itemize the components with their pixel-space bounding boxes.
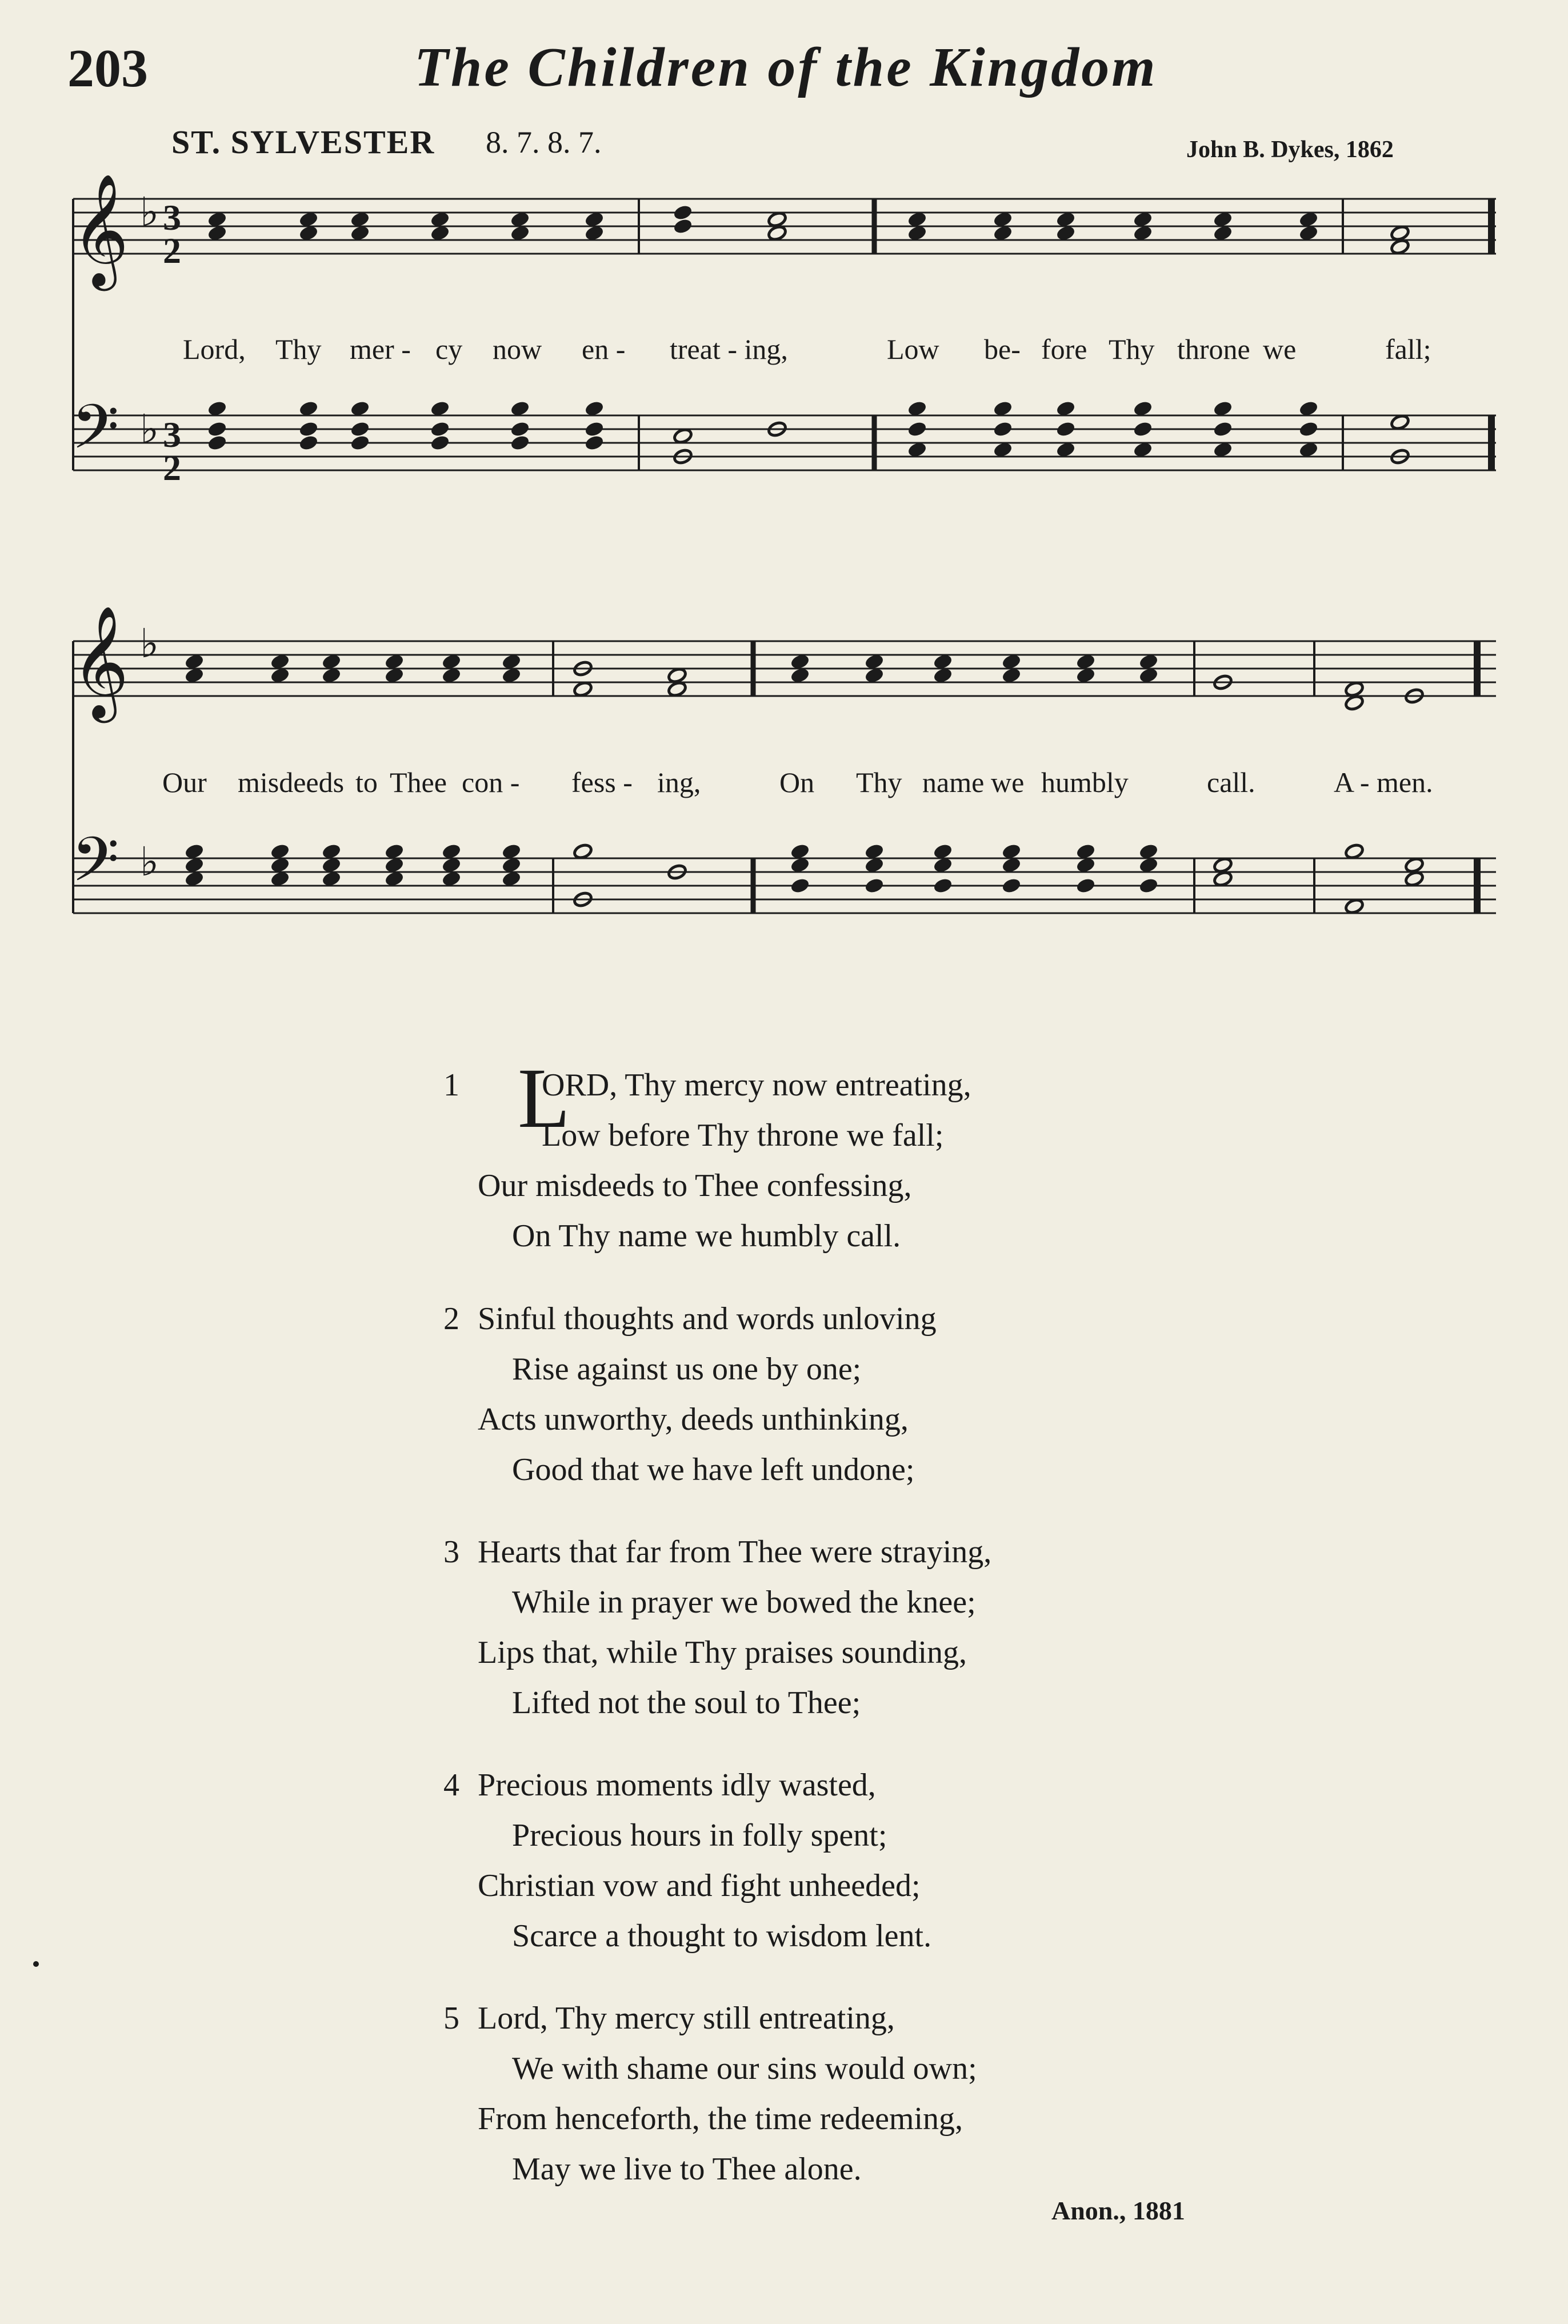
notehead xyxy=(1075,667,1095,684)
notehead xyxy=(1133,225,1153,242)
notehead xyxy=(1001,667,1021,684)
notehead xyxy=(1213,421,1233,438)
notehead xyxy=(1055,211,1075,228)
notehead xyxy=(1055,400,1075,417)
notehead xyxy=(667,681,687,698)
notehead xyxy=(993,421,1013,438)
notehead xyxy=(1133,400,1153,417)
notehead xyxy=(270,667,290,684)
notehead xyxy=(1001,653,1021,670)
lyric-syllable: throne xyxy=(1177,333,1250,365)
notehead xyxy=(270,843,290,860)
lyric-syllable: Lord, xyxy=(183,333,246,365)
notehead xyxy=(584,225,604,242)
verse-line: While in prayer we bowed the knee; xyxy=(512,1585,976,1620)
notehead xyxy=(584,400,604,417)
notehead xyxy=(298,421,318,438)
treble-clef: 𝄞 xyxy=(71,605,129,718)
notehead xyxy=(510,400,530,417)
notehead xyxy=(1001,877,1021,894)
notehead xyxy=(907,421,927,438)
notehead xyxy=(907,225,927,242)
notehead xyxy=(184,857,204,874)
notehead xyxy=(864,857,884,874)
lyric-syllable: ing, xyxy=(657,766,701,798)
notehead xyxy=(430,211,450,228)
notehead xyxy=(430,421,450,438)
notehead xyxy=(1344,681,1364,698)
lyrics-line-1 xyxy=(183,333,1431,365)
lyric-syllable: fall; xyxy=(1385,333,1431,365)
notehead xyxy=(321,843,341,860)
verse-line: Good that we have left undone; xyxy=(512,1452,915,1487)
notehead xyxy=(584,434,604,451)
notehead xyxy=(790,653,810,670)
notehead xyxy=(1133,211,1153,228)
verse-line: On Thy name we humbly call. xyxy=(512,1218,901,1254)
notehead xyxy=(1138,877,1158,894)
tune-meter: 8. 7. 8. 7. xyxy=(486,125,602,159)
lyric-syllable: fess - xyxy=(571,766,633,798)
lyric-syllable: Low xyxy=(887,333,939,365)
notehead xyxy=(1404,857,1424,874)
notehead xyxy=(1390,414,1410,431)
verse-line: Sinful thoughts and words unloving xyxy=(478,1301,937,1337)
notehead xyxy=(1404,870,1424,887)
notehead xyxy=(298,400,318,417)
notehead xyxy=(350,400,370,417)
lyric-syllable: treat - ing, xyxy=(670,333,788,365)
notehead xyxy=(441,870,461,887)
notehead xyxy=(1298,441,1318,458)
time-sig-top: 3 xyxy=(163,414,181,455)
notehead xyxy=(993,441,1013,458)
verse-line: Our misdeeds to Thee confessing, xyxy=(478,1168,912,1203)
notehead xyxy=(1390,225,1410,242)
noteheads xyxy=(184,204,1424,915)
notehead xyxy=(673,218,693,235)
notehead xyxy=(510,211,530,228)
notehead xyxy=(1133,421,1153,438)
notehead xyxy=(1001,843,1021,860)
verse-number: 3 xyxy=(443,1534,459,1570)
notehead xyxy=(184,653,204,670)
lyric-syllable: Thy xyxy=(1109,333,1155,365)
lyric-syllable: fore xyxy=(1041,333,1087,365)
lyric-syllable: to xyxy=(355,766,378,798)
notehead xyxy=(1075,843,1095,860)
text-credit: Anon., 1881 xyxy=(1051,2196,1185,2225)
verse-line: Lord, Thy mercy still entreating, xyxy=(478,2001,895,2036)
notehead xyxy=(184,870,204,887)
notehead xyxy=(1298,225,1318,242)
notehead xyxy=(501,843,521,860)
verse-line: Christian vow and fight unheeded; xyxy=(478,1868,921,1903)
notehead xyxy=(584,421,604,438)
notehead xyxy=(207,400,227,417)
verse-number: 2 xyxy=(443,1301,459,1337)
verse-2 xyxy=(443,1294,937,1495)
notehead xyxy=(1001,857,1021,874)
notehead xyxy=(1075,857,1095,874)
verse-line: From henceforth, the time redeeming, xyxy=(478,2101,963,2137)
time-sig-top: 3 xyxy=(163,197,181,238)
notehead xyxy=(1138,653,1158,670)
verse-line: ORD, Thy mercy now entreating, xyxy=(542,1067,971,1103)
notehead xyxy=(907,441,927,458)
notehead xyxy=(1213,870,1233,887)
notehead xyxy=(1213,225,1233,242)
lyric-syllable: On xyxy=(779,766,815,798)
notehead xyxy=(907,211,927,228)
notehead xyxy=(441,843,461,860)
lyric-syllable: A - men. xyxy=(1334,766,1433,798)
notehead xyxy=(1075,877,1095,894)
notehead xyxy=(790,877,810,894)
lyric-syllable: misdeeds xyxy=(238,766,345,798)
notehead xyxy=(1390,238,1410,255)
notehead xyxy=(430,225,450,242)
notehead xyxy=(1213,857,1233,874)
notehead xyxy=(1344,843,1364,860)
verse-line: Hearts that far from Thee were straying, xyxy=(478,1534,992,1570)
notehead xyxy=(790,843,810,860)
lyric-syllable: cy xyxy=(435,333,463,365)
notehead xyxy=(184,843,204,860)
notehead xyxy=(1055,225,1075,242)
notehead xyxy=(667,667,687,684)
flat-sign: ♭ xyxy=(140,838,159,885)
verse-line: Lifted not the soul to Thee; xyxy=(512,1685,861,1721)
notehead xyxy=(1213,441,1233,458)
lyric-syllable: con - xyxy=(462,766,520,798)
time-sig-bottom: 2 xyxy=(163,447,181,488)
verse-3 xyxy=(443,1527,992,1728)
staff-lines xyxy=(73,199,1496,913)
clefs xyxy=(71,173,159,910)
verse-line: We with shame our sins would own; xyxy=(512,2051,977,2086)
notehead xyxy=(790,667,810,684)
notehead xyxy=(501,870,521,887)
notehead xyxy=(933,843,953,860)
composer-credit: John B. Dykes, 1862 xyxy=(1186,137,1394,163)
verse-line: Lips that, while Thy praises sounding, xyxy=(478,1635,967,1670)
time-signature xyxy=(163,197,181,488)
verse-line: Acts unworthy, deeds unthinking, xyxy=(478,1402,909,1437)
notehead xyxy=(270,653,290,670)
lyric-syllable: be- xyxy=(984,333,1021,365)
lyric-syllable: Thy xyxy=(275,333,322,365)
notehead xyxy=(864,877,884,894)
verse-number: 1 xyxy=(443,1067,459,1103)
notehead xyxy=(350,225,370,242)
notehead xyxy=(384,653,404,670)
notehead xyxy=(993,225,1013,242)
verse-line: Low before Thy throne we fall; xyxy=(542,1118,944,1153)
notehead xyxy=(673,427,693,445)
notehead xyxy=(350,211,370,228)
notehead xyxy=(1298,421,1318,438)
notehead xyxy=(350,421,370,438)
lyric-syllable: now xyxy=(493,333,542,365)
notehead xyxy=(270,870,290,887)
notehead xyxy=(767,211,787,228)
notehead xyxy=(584,211,604,228)
notehead xyxy=(1055,421,1075,438)
verse-line: May we live to Thee alone. xyxy=(512,2151,862,2187)
notehead xyxy=(384,857,404,874)
lyric-syllable: Our xyxy=(162,766,207,798)
flat-sign: ♭ xyxy=(140,406,159,453)
notehead xyxy=(510,421,530,438)
notehead xyxy=(321,857,341,874)
lyric-syllable: we xyxy=(991,766,1025,798)
lyric-syllable: en - xyxy=(582,333,626,365)
notehead xyxy=(384,870,404,887)
notehead xyxy=(1344,694,1364,711)
notehead xyxy=(1138,843,1158,860)
verse-line: Scarce a thought to wisdom lent. xyxy=(512,1918,932,1954)
notehead xyxy=(573,681,593,698)
verse-5 xyxy=(443,1993,977,2194)
bass-clef: 𝄢 xyxy=(71,391,119,478)
drop-cap: L xyxy=(518,1051,570,1146)
notehead xyxy=(384,667,404,684)
flat-sign: ♭ xyxy=(140,620,159,667)
verse-number: 5 xyxy=(443,2001,459,2036)
notehead xyxy=(501,857,521,874)
notehead xyxy=(207,434,227,451)
notehead xyxy=(933,877,953,894)
verse-line: Precious moments idly wasted, xyxy=(478,1767,876,1803)
notehead xyxy=(321,653,341,670)
notehead xyxy=(993,400,1013,417)
notehead xyxy=(501,667,521,684)
notehead xyxy=(1075,653,1095,670)
verse-4 xyxy=(443,1760,932,1961)
notehead xyxy=(501,653,521,670)
notehead xyxy=(790,857,810,874)
notehead xyxy=(933,857,953,874)
lyrics-line-2 xyxy=(162,766,1433,798)
section-title: The Children of the Kingdom xyxy=(414,37,1158,98)
page-speck xyxy=(33,1961,39,1967)
notehead xyxy=(1055,441,1075,458)
flat-sign: ♭ xyxy=(140,189,159,235)
verse-line: Rise against us one by one; xyxy=(512,1351,862,1387)
notehead xyxy=(1298,400,1318,417)
lyric-syllable: we xyxy=(1263,333,1297,365)
notehead xyxy=(321,870,341,887)
notehead xyxy=(430,400,450,417)
tune-name: ST. SYLVESTER xyxy=(171,123,435,161)
notehead xyxy=(430,434,450,451)
barlines xyxy=(73,199,1491,913)
notehead xyxy=(933,653,953,670)
notehead xyxy=(864,843,884,860)
notehead xyxy=(384,843,404,860)
notehead xyxy=(1213,400,1233,417)
verse-number: 4 xyxy=(443,1767,459,1803)
notehead xyxy=(510,225,530,242)
notehead xyxy=(767,225,787,242)
bass-clef: 𝄢 xyxy=(71,823,119,910)
notehead xyxy=(1138,667,1158,684)
notehead xyxy=(441,653,461,670)
verse-line: Precious hours in folly spent; xyxy=(512,1818,887,1853)
notehead xyxy=(270,857,290,874)
notehead xyxy=(207,225,227,242)
lyric-syllable: Thy xyxy=(856,766,902,798)
notehead xyxy=(864,667,884,684)
treble-clef: 𝄞 xyxy=(71,173,129,286)
notehead xyxy=(673,204,693,221)
notehead xyxy=(207,421,227,438)
notehead xyxy=(321,667,341,684)
notehead xyxy=(573,843,593,860)
music-score xyxy=(0,0,1568,971)
notehead xyxy=(350,434,370,451)
lyric-syllable: mer - xyxy=(350,333,411,365)
notehead xyxy=(933,667,953,684)
notehead xyxy=(1213,211,1233,228)
notehead xyxy=(298,211,318,228)
notehead xyxy=(1298,211,1318,228)
lyric-syllable: call. xyxy=(1207,766,1255,798)
notehead xyxy=(1344,898,1364,915)
notehead xyxy=(993,211,1013,228)
notehead xyxy=(441,667,461,684)
time-sig-bottom: 2 xyxy=(163,230,181,271)
notehead xyxy=(441,857,461,874)
hymn-number: 203 xyxy=(67,39,148,98)
lyric-syllable: name xyxy=(922,766,985,798)
notehead xyxy=(298,225,318,242)
verse-1 xyxy=(443,1051,971,1261)
notehead xyxy=(907,400,927,417)
lyric-syllable: humbly xyxy=(1041,766,1129,798)
notehead xyxy=(298,434,318,451)
notehead xyxy=(1138,857,1158,874)
notehead xyxy=(510,434,530,451)
notehead xyxy=(184,667,204,684)
lyric-syllable: Thee xyxy=(390,766,447,798)
notehead xyxy=(864,653,884,670)
notehead xyxy=(1133,441,1153,458)
notehead xyxy=(207,211,227,228)
